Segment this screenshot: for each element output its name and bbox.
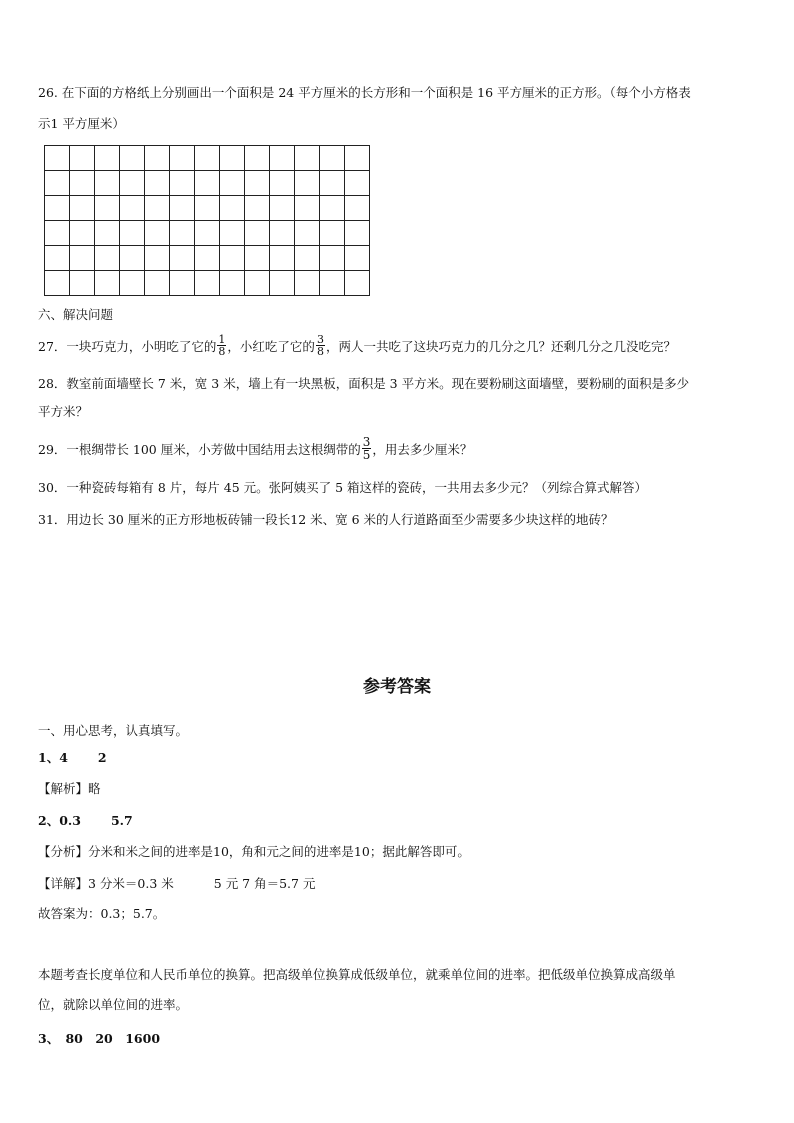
grid-cell	[220, 196, 245, 221]
answers-section1: 一、用心思考，认真填写。	[38, 723, 189, 738]
grid-cell	[270, 146, 295, 171]
grid-cell	[320, 171, 345, 196]
q29-part1: 29．一根绸带长 100 厘米，小芳做中国结用去这根绸带的	[38, 442, 361, 457]
grid-cell	[320, 271, 345, 296]
answer-2-xiangjie-b: 5 元 7 角＝5.7 元	[213, 876, 316, 891]
q27-part2: ，小红吃了它的	[227, 339, 315, 354]
answer-2-fenxi: 【分析】分米和米之间的进率是10，角和元之间的进率是10；据此解答即可。	[38, 844, 470, 859]
grid-cell	[295, 171, 320, 196]
grid-cell	[345, 146, 370, 171]
answer-2-note-line2: 位，就除以单位间的进率。	[38, 997, 189, 1012]
grid-cell	[220, 246, 245, 271]
grid-cell	[295, 246, 320, 271]
grid-cell	[95, 271, 120, 296]
grid-cell	[220, 171, 245, 196]
grid-cell	[295, 271, 320, 296]
answer-2-final: 故答案为：0.3；5.7。	[38, 906, 166, 921]
grid-cell	[295, 196, 320, 221]
grid-cell	[45, 146, 70, 171]
grid-paper	[44, 145, 370, 296]
grid-cell	[245, 171, 270, 196]
grid-cell	[270, 271, 295, 296]
grid-cell	[70, 246, 95, 271]
grid-cell	[270, 246, 295, 271]
grid-cell	[320, 196, 345, 221]
grid-cell	[345, 171, 370, 196]
answer-3: 3、 80 20 1600	[38, 1031, 161, 1046]
grid-cell	[170, 246, 195, 271]
answer-2-xiangjie	[38, 876, 315, 892]
grid-cell	[145, 246, 170, 271]
grid-cell	[245, 146, 270, 171]
grid-cell	[120, 271, 145, 296]
grid-cell	[45, 246, 70, 271]
grid-cell	[145, 171, 170, 196]
q27-part3: ，两人一共吃了这块巧克力的几分之几？还剩几分之几没吃完？	[325, 339, 676, 354]
fraction-one-eighth	[217, 334, 226, 357]
grid-cell	[120, 171, 145, 196]
answer-2-xiangjie-a: 【详解】3 分米＝0.3 米	[38, 876, 174, 891]
answers-title: 参考答案	[363, 677, 431, 697]
grid-cell	[345, 196, 370, 221]
q26-line2: 示1 平方厘米）	[38, 116, 125, 131]
grid-cell	[345, 246, 370, 271]
grid-cell	[70, 196, 95, 221]
grid-cell	[270, 171, 295, 196]
q29-part2: ，用去多少厘米？	[372, 442, 473, 457]
grid-cell	[320, 146, 345, 171]
grid-cell	[220, 271, 245, 296]
answer-2-note-line1: 本题考查长度单位和人民币单位的换算。把高级单位换算成低级单位，就乘单位间的进率。把低级单位换算成高级单	[38, 967, 676, 982]
grid-cell	[295, 146, 320, 171]
grid-cell	[220, 221, 245, 246]
grid-cell	[245, 246, 270, 271]
grid-cell	[95, 171, 120, 196]
grid-cell	[295, 221, 320, 246]
grid-cell	[95, 221, 120, 246]
grid-cell	[170, 271, 195, 296]
grid-cell	[195, 196, 220, 221]
grid-cell	[120, 146, 145, 171]
grid-cell	[145, 146, 170, 171]
grid-cell	[145, 221, 170, 246]
grid-cell	[45, 196, 70, 221]
grid-cell	[120, 246, 145, 271]
fraction-denominator: 5	[362, 448, 371, 462]
grid-cell	[245, 221, 270, 246]
grid-cell	[270, 196, 295, 221]
q26-line1: 26. 在下面的方格纸上分别画出一个面积是 24 平方厘米的长方形和一个面积是 16 平方厘米的正方形。（每个小方格表	[38, 85, 691, 100]
answer-1	[38, 750, 107, 766]
answer-1-value: 2	[97, 750, 107, 765]
grid-cell	[220, 146, 245, 171]
answer-2-value: 5.7	[110, 813, 133, 828]
answer-1-number: 1、4	[38, 750, 68, 765]
grid-cell	[345, 271, 370, 296]
grid-cell	[70, 221, 95, 246]
q27-part1: 27．一块巧克力，小明吃了它的	[38, 339, 217, 354]
grid-cell	[70, 271, 95, 296]
grid-cell	[45, 221, 70, 246]
answer-1-jiexi: 【解析】略	[38, 781, 101, 796]
fraction-numerator: 3	[316, 333, 324, 346]
answer-2-number: 2、0.3	[38, 813, 81, 828]
grid-cell	[120, 196, 145, 221]
grid-cell	[195, 221, 220, 246]
grid-cell	[145, 196, 170, 221]
grid-cell	[345, 221, 370, 246]
fraction-three-fifths	[362, 436, 372, 461]
grid-cell	[70, 171, 95, 196]
grid-cell	[145, 271, 170, 296]
grid-cell	[195, 171, 220, 196]
grid-cell	[170, 171, 195, 196]
grid-cell	[70, 146, 95, 171]
q28-line2: 平方米？	[38, 404, 89, 419]
grid-cell	[95, 246, 120, 271]
grid-cell	[195, 146, 220, 171]
grid-cell	[95, 196, 120, 221]
q27	[38, 333, 676, 359]
grid-cell	[45, 171, 70, 196]
section6-heading: 六、解决问题	[38, 307, 114, 322]
q30: 30．一种瓷砖每箱有 8 片，每片 45 元。张阿姨买了 5 箱这样的瓷砖，一共用去多少元？（列综合算式解答）	[38, 480, 648, 495]
grid-cell	[170, 221, 195, 246]
fraction-denominator: 8	[218, 345, 226, 358]
grid-cell	[170, 196, 195, 221]
grid-cell	[320, 221, 345, 246]
grid-cell	[170, 146, 195, 171]
grid-cell	[120, 221, 145, 246]
grid-cell	[45, 271, 70, 296]
q29	[38, 435, 473, 463]
fraction-denominator: 8	[316, 345, 324, 358]
grid-cell	[245, 196, 270, 221]
fraction-numerator: 3	[362, 435, 371, 449]
fraction-three-eighths	[316, 334, 325, 357]
grid-cell	[245, 271, 270, 296]
q28-line1: 28．教室前面墙壁长 7 米，宽 3 米，墙上有一块黑板，面积是 3 平方米。现在要粉刷这面墙壁，要粉刷的面积是多少	[38, 376, 690, 391]
grid-cell	[195, 246, 220, 271]
grid-cell	[195, 271, 220, 296]
answer-2	[38, 813, 133, 829]
fraction-numerator: 1	[218, 333, 226, 346]
grid-cell	[270, 221, 295, 246]
q31: 31．用边长 30 厘米的正方形地板砖铺一段长12 米、宽 6 米的人行道路面至少需要多少块这样的地砖？	[38, 512, 614, 527]
grid-cell	[320, 246, 345, 271]
grid-cell	[95, 146, 120, 171]
